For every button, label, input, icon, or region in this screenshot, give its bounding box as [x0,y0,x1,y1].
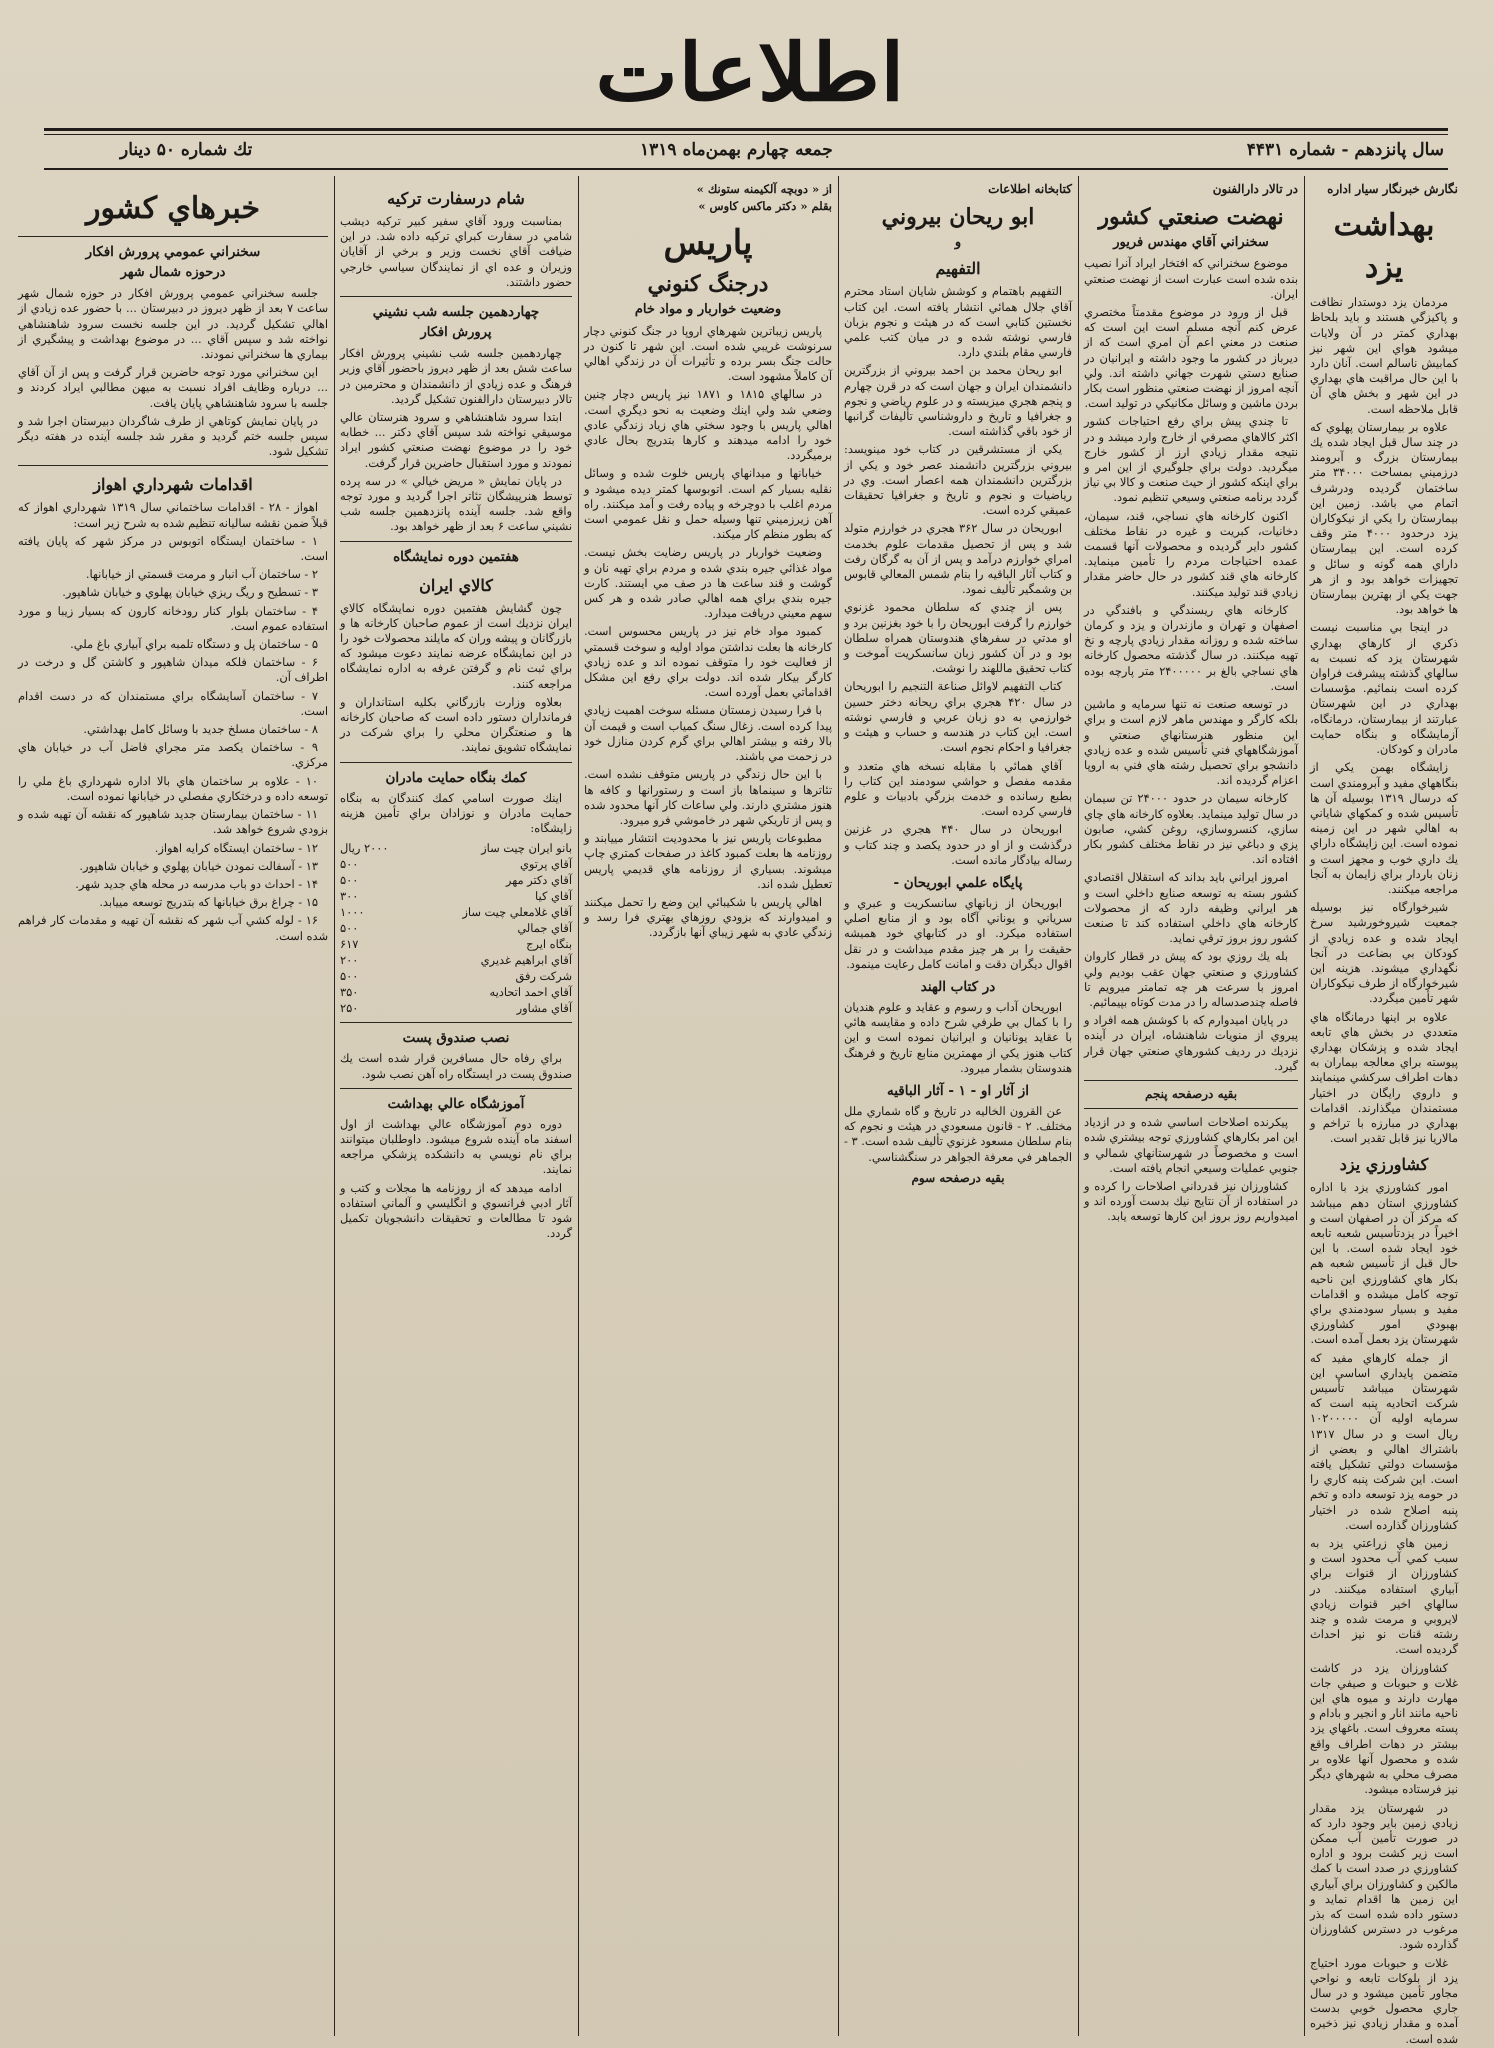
donor-name: بنگاه ايرج [526,937,572,952]
paragraph: عن القرون الخاليه در تاريخ و گاه شماري ملل مختلف. ۲ - قانون مسعودي در هيئت و نجوم كه بنام سلطان مسعود غزنوي تأليف شده است. ۳ - الجماهر في معرفة الجواهر در سنگشناسي. [844,1103,1072,1164]
section-subtitle: پرورش افكار [420,325,492,341]
divider [1084,1080,1298,1081]
donor-row [340,936,572,952]
paragraph: بله يك روزي بود كه پيش در قطار كاروان كشاورزي و صنعتي جهان عقب بوديم ولي امروز با سرعت هر چه تمامتر ميرويم تا فاصله چندصدساله را در مدت كوتاه بپيمائيم. [1084,949,1298,1009]
paragraph: التفهيم باهتمام و كوشش شايان استاد محترم آقاي جلال همائي انتشار يافته است. اين كتاب نخستين كتابي است كه در هيئت و نجوم بزبان فارسي نوشته شده و در ميان كتب علمي فارسي مقام بلندي دارد. [844,284,1072,360]
donor-amount: ۵۰۰ [340,857,359,872]
donor-amount: ۶۱۷ [340,937,359,952]
divider [340,296,572,297]
paragraph: با اين حال زندگي در پاريس متوقف نشده است. تئاترها و سينماها باز است و رستورانها و كافه ها هنوز مشتري دارند. ولي ساعات كار آنها محدود شده و پس از تاريكي شهر در خاموشي فرو ميرود. [584,767,832,827]
article-subtitle: التفهيم [935,259,981,279]
paragraph: پيكرنده اصلاحات اساسي شده و در ازدياد اين امر بكارهاي كشاورزي توجه بيشتري شده است و مخصوصاً در شهرستانهاي شمالي و جنوبي عمليات وسيعي انجام يافته است. [1084,1115,1298,1175]
donor-amount: ۵۰۰ [340,873,359,888]
list-item: ۱۰ - علاوه بر ساختمان هاي بالا اداره شهرداري باغ ملي را توسعه داده و درختكاري مفصلي در خيابانها نموده است. [18,773,328,803]
section-title: پايگاه علمي ابوريحان - [893,874,1023,891]
paragraph: اين سخنراني مورد توجه حاضرين قرار گرفت و پس از آن آقاي ... درباره وظايف افراد نسبت به ميهن مطالبي ايراد كردند و جلسه با سرود شاهنشاهي پايان يافت. [18,365,328,410]
column-separator [1304,176,1305,2036]
section-title: كشاورزي يزد [1339,1155,1429,1175]
paragraph: ابوريحان از زبانهاي سانسكريت و عبري و سرياني و يوناني آگاه بود و از منابع اصلي استفاده ميكرد. او در كتابهاي خود هميشه حقيقت را بر هر چيز مقدم ميداشت و در نقل اقوال ديگران دقت و امانت كامل رعايت مينمود. [844,895,1072,971]
paragraph: اهواز - ۲۸ - اقدامات ساختماني سال ۱۳۱۹ شهرداري اهواز كه قبلاً ضمن نقشه ساليانه تنظيم شده به شرح زير است: [18,500,328,530]
divider [18,465,328,466]
donor-amount: ۱۰۰۰ [340,905,365,920]
paragraph: كمبود مواد خام نيز در پاريس محسوس است. كارخانه ها بعلت نداشتن مواد اوليه و سوخت قسمتي از فعاليت خود را متوقف نموده اند و عده زيادي كارگر بيكار شده اند. دولت براي رفع اين مشكل اقداماتي بعمل آورده است. [584,624,832,700]
section-title: سخنراني عمومي پرورش افكار [85,244,261,260]
paragraph: كارخانه هاي ريسندگي و بافندگي در اصفهان و تهران و مازندران و يزد و كرمان ساخته شده و روزانه مقدار زيادي پارچه و نخ تهيه ميكنند. در سال گذشته محصول كارخانه هاي نساجي بالغ بر ۲۴۰۰۰۰۰ متر پارچه بوده است. [1084,602,1299,693]
paragraph: علاوه بر اينها درمانگاه هاي متعددي در بخش هاي تابعه ايجاد شده و پزشكان بهداري پيوسته براي معالجه بيماران به دهات اطراف سركشي مينمايند و داروي رايگان در اختيار مستمندان ميگذارند. اقدامات بهداري در مبارزه با تراخم و مالاريا نيز قابل تقدير است. [1310,1009,1458,1146]
column-biruni [844,180,1072,2030]
donor-name: آقاي ابراهيم غديري [480,953,572,968]
paragraph: مطبوعات پاريس نيز با محدوديت انتشار مييابند و روزنامه ها بعلت كمبود كاغذ در صفحات كمتري چاپ ميشوند. بسياري از روزنامه هاي قديمي پاريس تعطيل شده اند. [584,831,832,891]
column-kicker: نگارش خبرنگار سيار اداره [1327,182,1458,196]
section-title: هفتمين دوره نمايشگاه [393,548,519,565]
paragraph: بعلاوه وزارت بازرگاني بكليه استانداران و فرمانداران دستور داده است كه صاحبان كارخانه ها و صنعتگران محلي را براي شركت در نمايشگاه تشويق نمايند. [340,694,572,755]
paragraph: در پايان اميدوارم كه با كوشش همه افراد و پيروي از منويات شاهنشاه، ايران در آينده نزديك در رديف كشورهاي صنعتي جهان قرار گيرد. [1084,1013,1298,1073]
masthead-title: اطلاعات [595,25,905,119]
continued-note: بقيه درصفحه سوم [911,1170,1005,1185]
column-kicker: كتابخانه اطلاعات [988,182,1072,196]
paragraph: اهالي پاريس با شكيبائي اين وضع را تحمل ميكنند و اميدوارند كه بزودي روزهاي بهتري فرا رسد و زندگي عادي به شهر زيباي آنها بازگردد. [584,894,832,940]
donor-row [340,968,572,984]
paragraph: جلسه سخنراني عمومي پرورش افكار در حوزه شمال شهر ساعت ۷ بعد از ظهر ديروز در دبيرستان ... با حضور عده زيادي از اهالي تشكيل گرديد. در اين جلسه نخست سرود شاهنشاهي نواخته شد و سپس آقاي ... در موضوع بهداشت و پيشگيري از بيماري ها سخنراني نمودند. [18,286,328,362]
divider [18,236,328,237]
paragraph: در پايان نمايش « مريض خيالي » در سه پرده توسط هنرپيشگان تئاتر اجرا گرديد و مورد توجه واقع شد. جلسه آينده پانزدهمين جلسه شب نشيني ساعت ۶ بعد از ظهر خواهد بود. [340,473,572,534]
paragraph: زايشگاه بهمن يكي از بنگاههاي مفيد و آبرومندي است كه درسال ۱۳۱۹ بوسيله آن ها تأسيس شده و كمكهاي شاياني به اهالي شهر در اين زمينه نموده است. اين زايشگاه داراي يك داري خوب و مجهز است و زنان باردار براي زايمان به آنجا مراجعه ميكنند. [1310,760,1458,896]
divider [340,762,572,763]
issue-number: سال پانزدهم - شماره ۴۴۳۱ [1246,140,1444,160]
column-paris [584,180,832,2030]
paragraph: موضوع سخنراني كه افتخار ايراد آنرا نصيب بنده شده است عبارت است از نهضت صنعتي ايران. [1084,256,1298,301]
donor-row [340,1000,572,1016]
divider [340,541,572,542]
list-item: ۹ - ساختمان يكصد متر مجراي فاضل آب در خيابان هاي مركزي. [18,740,328,770]
paragraph: آقاي همائي با مقابله نسخه هاي متعدد و مقدمه مفصل و حواشي سودمند اين كتاب را بطبع رسانده و خدمت بزرگي بادبيات و علوم فارسي كرده است. [844,758,1072,819]
paragraph: پس از چندي كه سلطان محمود غزنوي خوارزم را گرفت ابوريحان را با خود بغزنين برد و او مدتي در سفرهاي هندوستان همراه سلطان بود و در آن كشور زبان سانسكريت آموخت و كتاب تحقيق ماللهند را نوشت. [844,600,1072,676]
paragraph: براي رفاه حال مسافرين قرار شده است يك صندوق پست در ايستگاه راه آهن نصب شود. [340,1051,572,1081]
paragraph: اكنون كارخانه هاي نساجي، قند، سيمان، دخانيات، كبريت و غيره در نقاط مختلف كشور داير گرديده و محصولات آنها قسمت عمده احتياجات مردم را تأمين مينمايد. كارخانه هاي قند كشور در حال حاضر مقدار زيادي قند توليد ميكنند. [1084,508,1298,599]
donor-row [340,840,572,856]
column-industry [1084,180,1298,2030]
list-item: ۱ - ساختمان ايستگاه اتوبوس در مركز شهر كه پايان يافته است. [18,533,328,564]
donor-amount: ۳۰۰ [340,889,359,904]
issue-date: جمعه چهارم بهمن‌ماه ۱۳۱۹ [640,140,833,160]
donor-name: آقاي احمد اتحاديه [489,985,572,1000]
paragraph: از جمله كارهاي مفيد كه متضمن پايداري اساسي اين شهرستان ميباشد تأسيس شركت اتحاديه پنبه است كه سرمايه اوليه آن ۱۰۲۰۰۰۰۰ ريال است و در سال ۱۳۱۷ باشتراك اهالي و بعضي از مؤسسات دولتي تشكيل يافته است. اين شركت پنبه كاري را در حومه يزد توسعه داده و تخم پنبه اصلاح شده در اختيار كشاورزان گذارده است. [1310,1350,1458,1532]
donor-row [340,904,572,920]
list-item: ۷ - ساختمان آسايشگاه براي مستمندان كه در دست اقدام است. [18,688,328,718]
paragraph: در شهرستان يزد مقدار زيادي زمين باير وجود دارد كه در صورت تأمين آب ممكن است زير كشت برود و اداره كشاورزي در صدد است با كمك مالكين و كشاورزان براي آبياري اين زمين ها اقدام نمايد و دستور داده شده است كه بذر مرغوب در دسترس كشاورزان گذارده شود. [1310,1800,1458,1952]
issue-price: تك شماره ۵۰ دينار [120,140,253,160]
paragraph: در پايان نمايش كوتاهي از طرف شاگردان دبيرستان اجرا شد و سپس جلسه ختم گرديد و مقرر شد جلسه آينده در هفته ديگر تشكيل شود. [18,413,328,459]
paragraph: با فرا رسيدن زمستان مسئله سوخت اهميت زيادي پيدا كرده است. زغال سنگ كمياب است و قيمت آن بالا رفته و بيشتر اهالي براي گرم كردن منازل خود در زحمت مي باشند. [584,703,832,764]
section-title: شام درسفارت تركيه [387,189,525,208]
paragraph: پاريس زيباترين شهرهاي اروپا در جنگ كنوني دچار سرنوشت غريبي شده است. اين شهر تا كنون در حالت جنگ بسر برده و تأثيرات آن در زندگي اهالي آن كاملاً مشهود است. [584,323,832,384]
section-title: كمك بنگاه حمايت مادران [385,769,527,786]
paragraph: ابوريحان در سال ۴۴۰ هجري در غزنين درگذشت و از او در حدود يكصد و چند كتاب و رساله بيادگار مانده است. [844,822,1072,867]
column-separator [578,176,579,2036]
list-item: ۵ - ساختمان پل و دستگاه تلمبه براي آبياري باغ ملي. [70,637,318,652]
paragraph: كشاورزان نيز قدرداني اصلاحات را كرده و در استفاده از آن نتايج نيك بدست آورده اند و اميدواريم روز بروز اين كارها توسعه يابد. [1084,1178,1298,1224]
paragraph: ادامه ميدهد كه از روزنامه ها مجلات و كتب و آثار ادبي فرانسوي و انگليسي و آلماني استفاده شود تا مطالعات و تحقيقات دانشجويان تكميل گردد. [340,1180,572,1241]
column-country-news [18,180,328,2030]
paragraph: خيابانها و ميدانهاي پاريس خلوت شده و وسائل نقليه بسيار كم است. اتوبوسها كمتر ديده ميشود و مردم اغلب با دوچرخه و پياده رفت و آمد ميكنند. راه آهن زيرزميني تنها وسيله حمل و نقل عمومي است كه بطور منظم كار ميكند. [584,466,832,542]
paragraph: قبل از ورود در موضوع مقدمتاً مختصري عرض كنم آنچه مسلم است اين است كه صنعت در معني اعم آن امري است كه از ديرباز در كشور ما وجود داشته و ايرانيان در صنايع دستي شهرت جهاني داشته اند. ولي آنچه امروز از نهضت صنعتي منظور است بكار بردن ماشين و وسائل مكانيكي در توليد است. [1084,305,1298,411]
donor-row [340,984,572,1000]
section-title: آموزشگاه عالي بهداشت [387,1095,525,1112]
article-title: خبرهاي كشور [85,191,261,226]
section-title: در كتاب الهند [920,978,996,995]
paragraph: تا چندي پيش براي رفع احتياجات كشور اكثر كالاهاي مصرفي از خارج وارد ميشد و در نتيجه مقدار زيادي ارز از كشور خارج ميگرديد. دولت براي جلوگيري از اين امر و براي اينكه كشور از حيث صنعت و كالا بي نياز گردد برنامه صنعتي وسيعي تنظيم نمود. [1084,414,1298,505]
title-connector: و [954,235,962,251]
donor-name: آقاي غلامعلي چيت ساز [462,905,572,920]
paragraph: ابوريحان در سال ۳۶۲ هجري در خوارزم متولد شد و پس از تحصيل مقدمات علوم بخدمت امراي خوارزم درآمد و پس از آن به گرگان رفت و كتاب آثار الباقيه را بنام شمس المعالي قابوس بن وشمگير تأليف نمود. [844,521,1072,597]
masthead-rule [44,128,1448,131]
paragraph: كشاورزان يزد در كاشت غلات و حبوبات و صيفي جات مهارت دارند و ميوه هاي اين ناحيه مانند انار و انجير و بادام و پسته معروف است. باغهاي يزد بيشتر در دهات اطراف واقع شده و محصول آنها علاوه بر مصرف محلي به شهرهاي ديگر نيز فرستاده ميشود. [1310,1660,1458,1797]
masthead-rule-thin [44,134,1448,135]
donor-row [340,872,572,888]
list-item: ۱۲ - ساختمان ايستگاه كرايه اهواز. [154,840,318,855]
donor-name: آقاي دكتر مهر [505,873,572,888]
article-subtitle: سخنراني آقاي مهندس فريور [1113,235,1269,251]
paragraph: كارخانه سيمان در حدود ۲۴۰۰۰ تن سيمان در سال توليد مينمايد. بعلاوه كارخانه هاي چاي سازي، كنسروسازي، روغن كشي، صابون پزي و دباغي نيز در نقاط مختلف كشور بكار افتاده اند. [1084,791,1298,867]
divider [340,1022,572,1023]
source-line: از « دوبچه آلكيمنه ستونك » [696,182,832,196]
donor-name: آقاي پرتوي [519,857,572,872]
donor-name: آقاي مشاور [516,1001,572,1016]
paragraph: كتاب التفهيم لاوائل صناعة التنجيم را ابوريحان در سال ۴۲۰ هجري براي ريحانه دختر حسين خوارزمي به دو زبان عربي و فارسي نوشته است. اين كتاب در هندسه و حساب و هيئت و جغرافيا و احكام نجوم است. [844,679,1072,755]
list-item: ۶ - ساختمان فلكه ميدان شاهپور و كاشتن گل و درخت در اطراف آن. [18,655,328,685]
list-item: ۸ - ساختمان مسلخ جديد با وسائل كامل بهداشتي. [83,722,318,737]
author-line: بقلم « دكتر ماكس كاوس » [698,199,832,214]
paragraph: چون گشايش هفتمين دوره نمايشگاه كالاي ايران نزديك است از عموم صاحبان كارخانه ها و بازرگانان و پيشه وران كه مايلند محصولات خود را در اين نمايشگاه عرضه نمايند دعوت ميشود كه براي ثبت نام و گرفتن غرفه به اداره نمايشگاه مراجعه كنند. [340,600,572,691]
paragraph: ابوريحان آداب و رسوم و عقايد و علوم هنديان را با كمال بي طرفي شرح داده و مقايسه هائي با عقايد يونانيان و ايرانيان نموده است و اين كتاب هنوز يكي از مهمترين منابع تاريخ و فرهنگ هندوستان بشمار ميرود. [844,999,1072,1075]
list-item: ۱۶ - لوله كشي آب شهر كه نقشه آن تهيه و مقدمات كار فراهم شده است. [18,913,328,943]
paragraph: در سالهاي ۱۸۱۵ و ۱۸۷۱ نيز پاريس دچار چنين وضعي شد ولي اينك وضعيت به نحو ديگري است. اهالي پاريس با وجود سختي هاي زياد زندگي عادي خود را ادامه ميدهند و كارها بتدريج بحال عادي برميگردد. [584,387,832,463]
paragraph: در اينجا بي مناسبت نيست ذكري از كارهاي بهداري شهرستان يزد كه نسبت به سالهاي گذشته پيشرفت فراوان كرده است بنمائيم. مؤسسات بهداري در اين شهرستان عبارتند از بيمارستان، درمانگاه، آزمايشگاه و بنگاه حمايت مادران و كودكان. [1310,620,1458,757]
section-subtitle: كالاي ايران [419,575,493,595]
donor-row [340,888,572,904]
paragraph: در توسعه صنعت نه تنها سرمايه و ماشين بلكه كارگر و مهندس ماهر لازم است و براي اين منظور هنرستانهاي صنعتي و آموزشگاههاي فني تأسيس شده و عده زيادي دانشجو براي تحصيل رشته هاي فني به اروپا اعزام گرديده اند. [1084,697,1298,788]
list-item: ۲ - ساختمان آب انبار و مرمت قسمتي از خيابانها. [85,567,318,582]
paragraph: ابتدا سرود شاهنشاهي و سرود هنرستان عالي موسيقي نواخته شد سپس آقاي دكتر ... خطابه خود را در موضوع نهضت صنعتي كشور ايراد نمودند و مورد استقبال حاضرين قرار گرفت. [340,410,572,470]
paragraph: امور كشاورزي يزد با اداره كشاورزي استان دهم ميباشد كه مركز آن در اصفهان است و اخيراً در يزدتأسيس شعبه تابعه خود ايجاد شده است. با اين حال قبل از تأسيس شعبه هم بكار هاي كشاورزي اين ناحيه توجه كامل ميشده و اقدامات مفيد و بسيار سودمندي براي بهبودي امور كشاورزي شهرستان يزد بعمل آمده است. [1310,1180,1458,1347]
donor-amount: ۲۰۰ [340,953,359,968]
paragraph: علاوه بر بيمارستان پهلوي كه در چند سال قبل ايجاد شده يك بيمارستان بزرگ و آبرومند درزميني بمساحت ۳۴۰۰۰ متر ساختمان گرديده ودرشرف اتمام مي باشد. زمين اين بيمارستان را يكي از نيكوكاران يزد درحدود ۴۰۰۰ متر وقف كرده است. اين بيمارستان داراي همه گونه و سائل و تجهيزات خواهد بود و از هر جهت يكي از بهترين بيمارستان ها خواهد بود. [1310,419,1458,617]
donor-name: آقاي كيا [535,889,572,904]
donor-row [340,856,572,872]
paragraph: دوره دوم آموزشگاه عالي بهداشت از اول اسفند ماه آينده شروع ميشود. داوطلبان ميتوانند براي نام نويسي به دانشكده پزشكي مراجعه نمايند. [340,1116,572,1177]
list-item: ۱۴ - احداث دو باب مدرسه در محله هاي جديد شهر. [75,876,318,891]
donor-amount: ۵۰۰ [340,921,359,936]
list-item: ۴ - ساختمان بلوار كنار رودخانه كارون كه بسيار زيبا و مورد استفاده عموم است. [18,603,328,633]
list-item: ۳ - تسطيح و ريگ ريزي خيابان پهلوي و خيابان شاهپور. [62,585,318,600]
article-title: بهداشت يزد [1333,208,1435,286]
column-separator [838,176,839,2036]
donor-name: آقاي جمالي [517,921,572,936]
paragraph: يكي از مستشرقين در كتاب خود مينويسد: بيروني بزرگترين دانشمند عصر خود و يكي از بزرگترين دانشمندان همه اعصار است. وي در رياضيات و نجوم و تاريخ و جغرافيا تحقيقات عميقي كرده است. [844,442,1072,518]
divider [340,1088,572,1089]
section-title: نصب صندوق پست [402,1030,510,1047]
paragraph: اينك صورت اسامي كمك كنندگان به بنگاه حمايت مادران و نوزادان براي تأمين هزينه زايشگاه: [340,790,572,836]
paragraph: زمين هاي زراعتي يزد به سبب كمي آب محدود است و كشاورزان از قنوات براي آبياري استفاده ميكنند. در سالهاي اخير قنوات زيادي لايروبي و مرمت شده و چند رشته قنات نو نيز احداث گرديده است. [1310,1536,1458,1657]
divider [1084,1108,1298,1109]
donor-row [340,952,572,968]
continued-note: بقيه درصفحه پنجم [1144,1086,1238,1101]
paragraph: شيرخوارگاه نيز بوسيله جمعيت شيروخورشيد سرخ ايجاد شده و عده زيادي از كودكان بي بضاعت در آنجا نگهداري ميشوند. هزينه اين شيرخوارگاه از طرف نيكوكاران شهر تأمين ميگردد. [1310,900,1458,1006]
column-news-tehran [340,180,572,2030]
list-item: ۱۵ - چراغ برق خيابانها كه بتدريج توسعه مييابد. [99,895,318,910]
article-title-line2: درجنگ كنوني [647,271,769,298]
donor-amount: ۲۵۰ [340,1001,359,1016]
section-title: اقدامات شهرداري اهواز [93,475,253,495]
donor-amount: ۵۰۰ [340,969,359,984]
paragraph: ابو ريحان محمد بن احمد بيروني از بزرگترين دانشمندان ايران و جهان است كه در قرن چهارم و پنجم هجري ميزيسته و در علوم رياضي و نجوم و جغرافيا و تاريخ و داروشناسي تأليفات گرانبها از خود باقي گذاشته است. [844,363,1072,439]
dateline-rule [44,168,1448,170]
paragraph: مردمان يزد دوستدار نظافت و پاكيزگي هستند و بايد بلحاظ بهداري كمتر در آن ولايات ميشود هواي اين شهر نيز كمابيش ناسالم است. آنان دارد با اين حال مراقبت هاي بهداري در اين شهر و بخش هاي آن قابل ملاحظه است. [1310,295,1458,416]
donor-name: بانو ايران چيت ساز [481,841,572,856]
section-subtitle: درحوزه شمال شهر [120,265,226,280]
donor-amount: ۳۵۰ [340,985,359,1000]
list-item: ۱۱ - ساختمان بيمارستان جديد شاهپور كه نقشه آن تهيه شده و بزودي شروع خواهد شد. [18,807,328,837]
donor-amount: ۲۰۰۰ ريال [340,841,389,856]
column-kicker: در تالار دارالفنون [1212,182,1298,196]
article-title: نهضت صنعتي كشور [1098,204,1284,231]
paragraph: بمناسبت ورود آقاي سفير كبير تركيه ديشب شامي در سفارت كبراي تركيه داده شد. در اين ضيافت آقاي نخست وزير و برخي از آقايان وزيران و عده اي از نمايندگان سياسي خارجي حضور داشتند. [340,214,572,289]
article-title: ابو ريحان بيروني [881,204,1035,231]
paragraph: امروز ايراني بايد بداند كه استقلال اقتصادي كشور بسته به توسعه صنايع داخلي است و هر ايراني وظيفه دارد كه از محصولات كارخانه هاي داخلي استفاده كند تا صنعت كشور روز بروز ترقي نمايد. [1084,870,1298,946]
paragraph: وضعيت خواربار در پاريس رضايت بخش نيست. مواد غذائي جيره بندي شده و مردم براي تهيه نان و گوشت و قند ساعت ها در صف مي ايستند. كارت جيره بندي براي همه اهالي صادر شده و هر كس سهم معيني دريافت ميدارد. [584,545,832,621]
column-separator [1078,176,1079,2036]
section-title: چهاردهمين جلسه شب نشيني [372,304,540,321]
article-subtitle: وضعيت خواربار و مواد خام [634,302,782,318]
donor-list [340,840,572,1016]
paragraph: چهاردهمين جلسه شب نشيني پرورش افكار ساعت شش بعد از ظهر ديروز باحضور آقاي وزير فرهنگ و عده زيادي از دانشمندان و محترمين در تالار دبيرستان دارالفنون تشكيل گرديد. [340,346,572,406]
column-separator [334,176,335,2036]
donor-row [340,920,572,936]
paragraph: غلات و حبوبات مورد احتياج يزد از بلوكات تابعه و نواحي مجاور تأمين ميشود و در سال جاري محصول خوبي بدست آمده و مقدار زيادي نيز ذخيره شده است. [1310,1955,1458,2046]
donor-name: شركت رفق [515,969,572,984]
section-title: از آثار او - ۱ - آثار الباقيه [886,1082,1030,1099]
article-title: پاريس [663,223,753,264]
column-health-yazd [1310,180,1458,2046]
list-item: ۱۳ - آسفالت نمودن خيابان پهلوي و خيابان شاهپور. [79,858,318,873]
